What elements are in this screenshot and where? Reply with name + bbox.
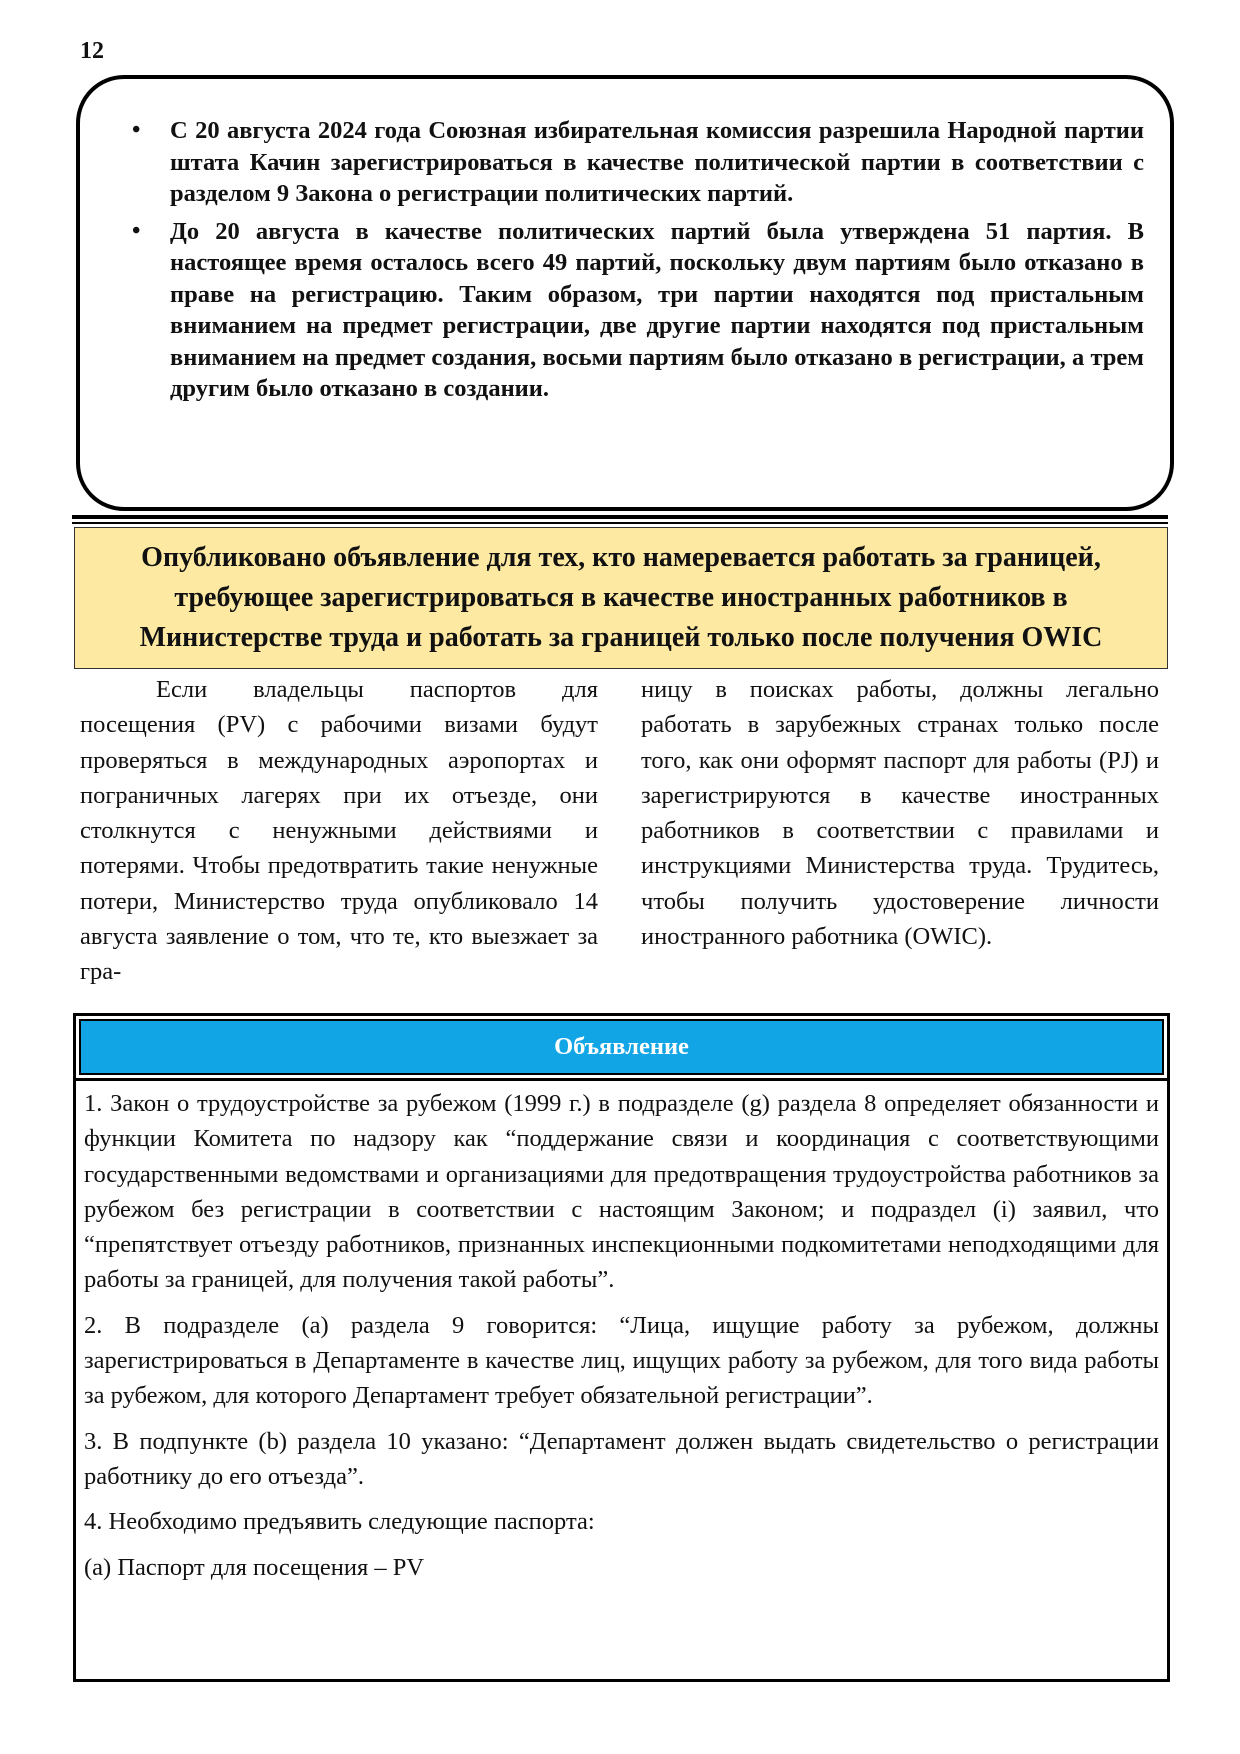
- bullet-icon: •: [132, 117, 141, 143]
- announcement-paragraph: 1. Закон о трудоустройстве за рубежом (1999 г.) в подразделе (g) раздела 8 определяет обязанности и функции Комитета по надзору как “поддержание связи и координация с соответствующими государственными ведомствами и организациями для предотвращения трудоустройства работников за рубежом без регистрации в соответствии с настоящим Законом; и подраздел (i) заявил, что “препятствует отъезду работников, признанных инспекционными подкомитетами неподходящими для работы за границей, для получения такой работы”.: [84, 1090, 1159, 1294]
- article-column-right: [641, 672, 1159, 954]
- bullet-list: [132, 115, 1144, 411]
- announcement-title: Объявление: [79, 1019, 1164, 1075]
- section-divider: [72, 522, 1168, 524]
- page-number: 12: [80, 38, 104, 64]
- bullet-icon: •: [132, 217, 141, 244]
- bullet-text: С 20 августа 2024 года Союзная избирательная комиссия разрешила Народной партии штата Качин зарегистрироваться в качестве политической партии в соответствии с разделом 9 Закона о регистрации политических партий.: [170, 117, 1144, 207]
- section-divider: [72, 515, 1168, 519]
- article-text-right: ницу в поисках работы, должны легально работать в зарубежных странах только после того, как они оформят паспорт для работы (PJ) и зарегистрируются в качестве иностранных работников в соответствии с правилами и инструкциями Министерства труда. Трудитесь, чтобы получить удостоверение личности иностранного работника (OWIC).: [641, 676, 1159, 951]
- announcement-paragraph: 2. В подразделе (a) раздела 9 говорится: “Лица, ищущие работу за рубежом, должны зарегистрироваться в Департаменте в качестве лиц, ищущих работу за рубежом, для того вида работы за рубежом, для которого Департамент требует обязательной регистрации”.: [84, 1311, 1159, 1410]
- announcement-box: [73, 1013, 1170, 1682]
- bullet-item: [132, 216, 1144, 405]
- announcement-paragraph: 3. В подпункте (b) раздела 10 указано: “Департамент должен выдать свидетельство о регистрации работнику до его отъезда”.: [84, 1427, 1159, 1490]
- news-summary-box: [76, 75, 1174, 511]
- article-column-left: [80, 672, 598, 990]
- bullet-text: До 20 августа в качестве политических партий была утверждена 51 партия. В настоящее время осталось всего 49 партий, поскольку двум партиям было отказано в праве на регистрацию. Таким образом, три партии находятся под пристальным вниманием на предмет регистрации, две другие партии находятся под пристальным вниманием на предмет создания, восьми партиям было отказано в регистрации, а трем другим было отказано в создании.: [170, 217, 1144, 402]
- article-headline: Опубликовано объявление для тех, кто намеревается работать за границей, требующее зарегистрироваться в качестве иностранных работников в Министерстве труда и работать за границей только после получения OWIC: [139, 542, 1103, 653]
- announcement-paragraph: 4. Необходимо предъявить следующие паспорта:: [84, 1508, 595, 1536]
- announcement-paragraph: (a) Паспорт для посещения – PV: [84, 1553, 425, 1581]
- bullet-item: [132, 115, 1144, 210]
- headline-box: [74, 527, 1168, 669]
- announcement-divider: [76, 1078, 1167, 1081]
- announcement-body: [84, 1086, 1159, 1595]
- article-text-left: Если владельцы паспортов для посещения (PV) с рабочими визами будут проверяться в международных аэропортах и пограничных лагерях при их отъезде, они столкнутся с ненужными действиями и потерями. Чтобы предотвратить такие ненужные потери, Министерство труда опубликовало 14 августа заявление о том, что те, кто выезжает за гра-: [80, 676, 598, 986]
